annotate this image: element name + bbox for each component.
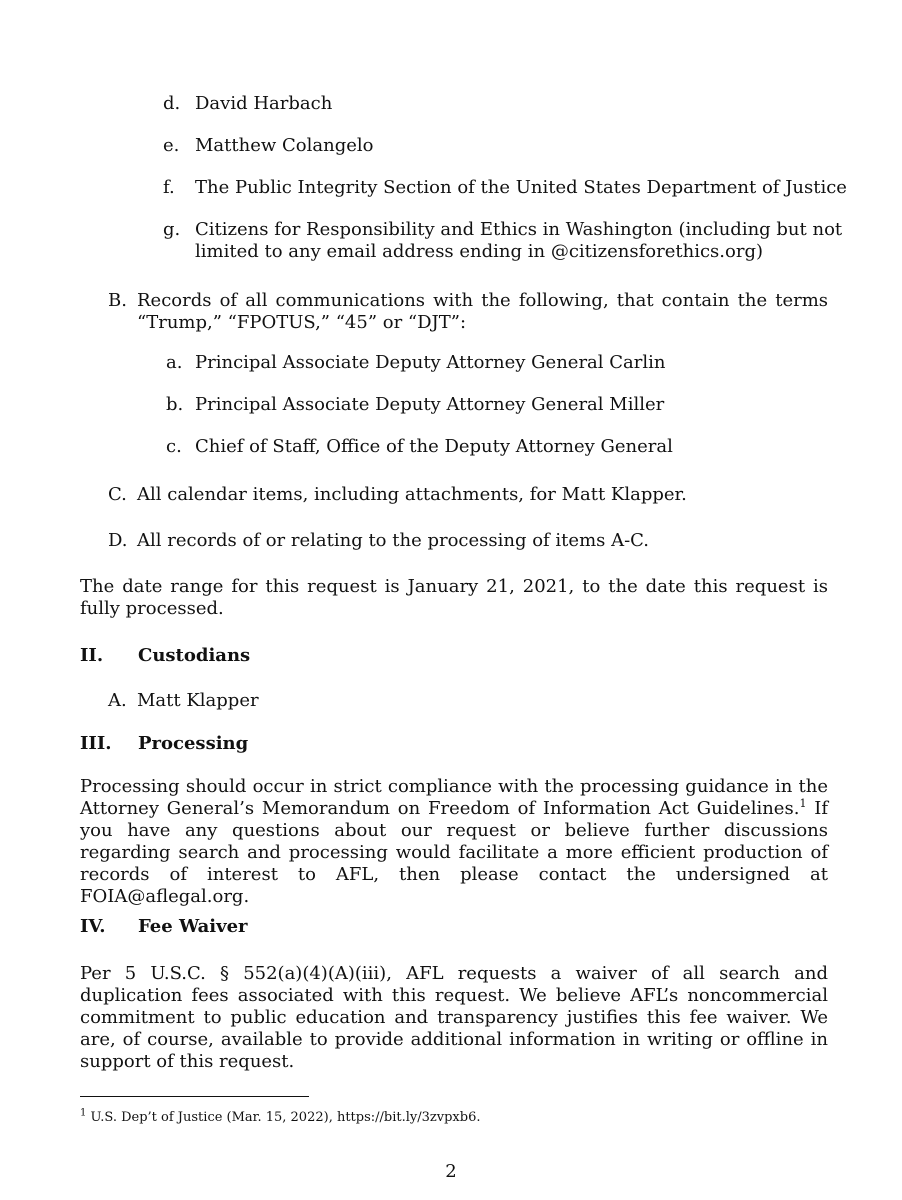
footnote-text: U.S. Dep’t of Justice (Mar. 15, 2022), https://bit.ly/3zvpxb6. — [86, 1110, 481, 1125]
processing-text-2: If you have any questions about our request or believe further discussions regarding search and processing would facilitate a more efficient production of records of interest to AFL, then please contact the undersigned at FOIA@aflegal.org. — [80, 798, 828, 907]
section-iv-number: IV. — [80, 916, 106, 937]
list-marker: B. — [108, 290, 127, 311]
list-item-text: The Public Integrity Section of the United States Department of Justice — [195, 177, 847, 198]
list-marker: d. — [163, 93, 181, 114]
list-item-text: Principal Associate Deputy Attorney General Miller — [195, 394, 665, 415]
list-marker: e. — [163, 135, 180, 156]
section-ii-title: Custodians — [138, 645, 251, 666]
item-d-text: All records of or relating to the processing of items A-C. — [137, 530, 650, 551]
footnote-number: 1 — [80, 1107, 87, 1119]
list-item-text: Chief of Staff, Office of the Deputy Attorney General — [195, 436, 673, 457]
item-c-text: All calendar items, including attachments, for Matt Klapper. — [137, 484, 687, 505]
section-iv-title: Fee Waiver — [138, 916, 248, 937]
footnote-divider — [80, 1096, 309, 1097]
list-marker: D. — [108, 530, 128, 551]
section-iii-title: Processing — [138, 733, 249, 754]
list-item-text: Principal Associate Deputy Attorney General Carlin — [195, 352, 666, 373]
footnote-reference[interactable]: 1 — [799, 797, 807, 810]
list-item-text: limited to any email address ending in @citizensforethics.org) — [195, 241, 763, 262]
list-item-text: David Harbach — [195, 93, 333, 114]
fee-waiver-paragraph: Per 5 U.S.C. § 552(a)(4)(A)(iii), AFL requests a waiver of all search and duplication fees associated with this request. We believe AFL’s noncommercial commitment to public education and transparency justifies this fee waiver. We are, of course, available to provide additional information in writing or offline in support of this request. — [80, 963, 828, 1072]
section-ii-number: II. — [80, 645, 104, 666]
page-number: 2 — [445, 1161, 457, 1182]
item-b-text-line-1: Records of all communications with the following, that contain the terms — [137, 290, 828, 311]
list-marker: g. — [163, 219, 181, 240]
section-iii-number: III. — [80, 733, 112, 754]
list-marker: c. — [166, 436, 182, 457]
footnote — [80, 1107, 481, 1126]
list-marker: a. — [166, 352, 183, 373]
item-b-text-line-2: “Trump,” “FPOTUS,” “45” or “DJT”: — [137, 312, 467, 333]
processing-text-1: Processing should occur in strict compliance with the processing guidance in the Attorney General’s Memorandum on Freedom of Information Act Guidelines. — [80, 776, 828, 819]
list-item-text: Matthew Colangelo — [195, 135, 374, 156]
list-item-text: Citizens for Responsibility and Ethics in Washington (including but not — [195, 219, 843, 240]
list-marker: f. — [163, 177, 175, 198]
processing-paragraph — [80, 776, 828, 908]
list-marker: b. — [166, 394, 184, 415]
list-marker: A. — [108, 690, 127, 711]
list-marker: C. — [108, 484, 127, 505]
date-range-paragraph: The date range for this request is January 21, 2021, to the date this request is fully processed. — [80, 576, 828, 619]
custodian-name: Matt Klapper — [137, 690, 259, 711]
